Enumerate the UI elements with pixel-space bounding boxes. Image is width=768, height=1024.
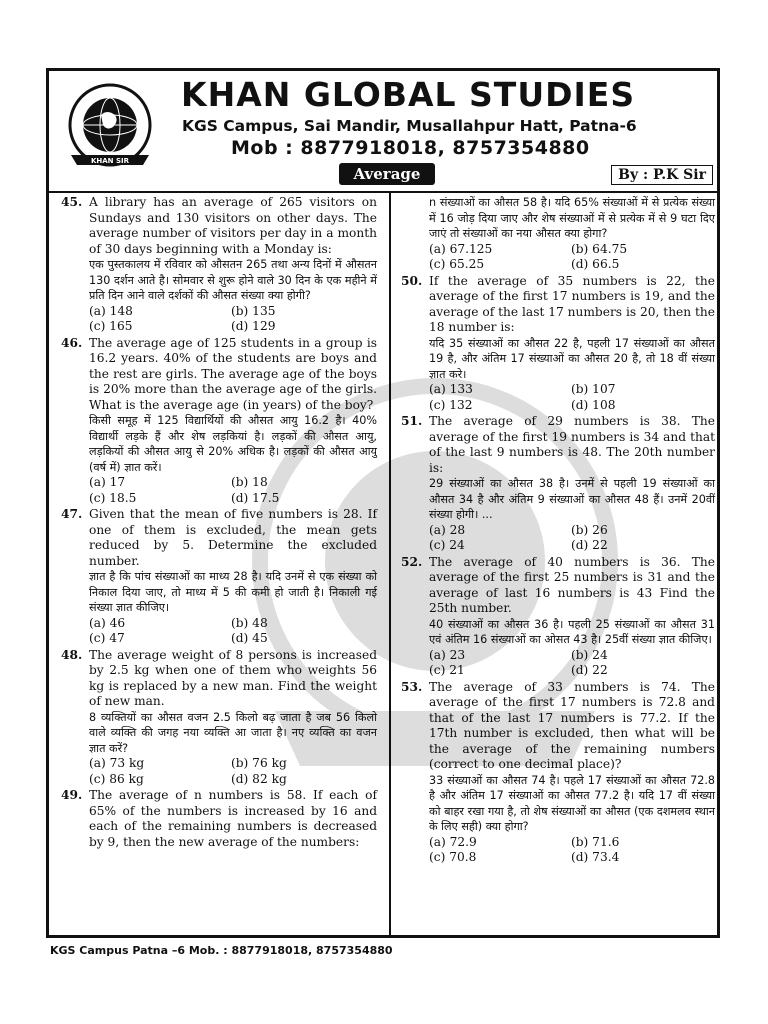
answer-option: (b) 71.6 xyxy=(571,834,620,849)
right-column xyxy=(399,195,715,867)
question-text-hindi: 33 संख्याओं का औसत 74 है। पहले 17 संख्याओं का औसत 72.8 है और अंतिम 17 संख्याओं का औसत 77.2 है। यदि 17 वीं संख्या को बाहर रखा गया है, तो शेष संख्याओं का औसत (एक दशमलव स्थान के लिए सही) क्या होगा? xyxy=(429,773,715,833)
question-text-english: The average of 33 numbers is 74. The average of the first 17 numbers is 72.8 and that of the last 17 numbers is 77.2. If the 17th number is excluded, then what will be the average of the remaining numbers (correct to one decimal place)? xyxy=(429,679,715,771)
question-item xyxy=(399,274,715,414)
question-text-english: The average age of 125 students in a group is 16.2 years. 40% of the students are boys and the rest are girls. The average age of the boys is 20% more than the average age of the girls. What is the average age (in years) of the boy? xyxy=(89,335,377,412)
answer-options xyxy=(429,523,715,554)
answer-options xyxy=(429,835,715,866)
question-text-english: A library has an average of 265 visitors on Sundays and 130 visitors on other days. The average number of visitors per day in a month of 30 days beginning with a Monday is: xyxy=(89,195,377,256)
question-text-english: Given that the mean of five numbers is 28. If one of them is excluded, the mean gets reduced by 5. Determine the excluded number. xyxy=(89,507,377,568)
answer-option: (a) 28 xyxy=(429,522,466,537)
answer-option: (d) 22 xyxy=(571,538,608,552)
answer-option: (b) 64.75 xyxy=(571,241,628,256)
question-text-hindi: 40 संख्याओं का औसत 36 है। पहली 25 संख्याओं का औसत 31 एवं अंतिम 16 संख्याओं का ओसत 43 है। 25वीं संख्या ज्ञात कीजिए। xyxy=(429,617,715,646)
question-item xyxy=(59,648,377,788)
question-text-hindi: किसी समूह में 125 विद्यार्थियों की औसत आयु 16.2 है। 40% विद्यार्थी लड़के हैं और शेष लड़कियां है। लड़कों की औसत आयु, लड़कियों की औसत आयु से 20% अधिक है। लड़कों की औसत आयु (वर्ष में) ज्ञात करें। xyxy=(89,414,377,474)
question-number: 46. xyxy=(61,335,83,350)
question-number: 52. xyxy=(401,554,423,569)
question-number: 45. xyxy=(61,195,83,209)
answer-option: (c) 24 xyxy=(429,538,465,552)
answer-options xyxy=(429,382,715,413)
answer-option: (d) 45 xyxy=(231,631,268,645)
answer-option: (b) 76 kg xyxy=(231,756,287,770)
answer-option: (d) 129 xyxy=(231,319,276,333)
page-frame xyxy=(46,68,720,938)
answer-options xyxy=(89,616,377,647)
question-item xyxy=(59,195,377,335)
question-text-hindi: एक पुस्तकालय में रविवार को औसतन 265 तथा अन्य दिनों में औसतन 130 दर्शन आते है। सोमवार से शुरू होने वाले 30 दिन के एक महीने में प्रति दिन आने वाले दर्शकों की औसत संख्या क्या होगी? xyxy=(89,258,377,302)
question-number: 51. xyxy=(401,414,423,428)
question-text-english: The average of n numbers is 58. If each of 65% of the numbers is increased by 16 and each of the remaining numbers is decreased by 9, then the new average of the numbers: xyxy=(89,788,377,849)
question-item xyxy=(399,555,715,679)
question-text-hindi: यदि 35 संख्याओं का औसत 22 है, पहली 17 संख्याओं का औसत 19 है, और अंतिम 17 संख्याओं का औसत 20 है, तो 18 वीं संख्या ज्ञात करे। xyxy=(429,336,715,381)
answer-option: (c) 165 xyxy=(89,319,133,333)
answer-option: (b) 24 xyxy=(571,647,608,662)
question-number: 49. xyxy=(61,788,83,802)
answer-option: (a) 148 xyxy=(89,303,133,318)
question-number: 48. xyxy=(61,647,83,662)
question-item xyxy=(59,507,377,647)
answer-options xyxy=(89,475,377,506)
answer-option: (a) 23 xyxy=(429,647,466,662)
answer-option: (d) 22 xyxy=(571,663,608,677)
question-number: 50. xyxy=(401,273,423,288)
question-number: 47. xyxy=(61,507,83,521)
answer-option: (b) 135 xyxy=(231,303,276,318)
answer-option: (c) 21 xyxy=(429,663,465,677)
answer-option: (a) 46 xyxy=(89,615,126,630)
answer-options xyxy=(429,648,715,679)
answer-option: (d) 82 kg xyxy=(231,771,287,786)
answer-option: (c) 65.25 xyxy=(429,257,485,271)
question-text-english: The average of 29 numbers is 38. The average of the first 19 numbers is 34 and that of the last 9 numbers is 48. The 20th number is: xyxy=(429,414,715,475)
answer-option: (a) 72.9 xyxy=(429,834,477,849)
question-text-english: If the average of 35 numbers is 22, the average of the first 17 numbers is 19, and the average of the last 17 numbers is 20, then the 18 number is: xyxy=(429,273,715,334)
question-text-english: The average weight of 8 persons is increased by 2.5 kg when one of them who weights 56 kg is replaced by a new man. Find the weight of new man. xyxy=(89,647,377,708)
answer-option: (d) 73.4 xyxy=(571,850,620,864)
question-item xyxy=(399,195,715,273)
page-footer: KGS Campus Patna –6 Mob. : 8877918018, 8757354880 xyxy=(50,944,393,957)
institute-title: KHAN GLOBAL STUDIES xyxy=(181,75,636,114)
answer-option: (a) 133 xyxy=(429,382,473,396)
question-text-hindi: 29 संख्याओं का औसत 38 है। उनमें से पहली 19 संख्याओं का औसत 34 है और अंतिम 9 संख्याओं का औसत 48 हैं। उनमें 20वीं संख्या होगी। ... xyxy=(429,477,715,521)
question-text-hindi: n संख्याओं का औसत 58 है। यदि 65% संख्याओं में से प्रत्येक संख्या में 16 जोड़ दिया जाए और शेष संख्याओं में से प्रत्येक में से 9 घटा दिए जाएं तो संख्याओं का नया औसत क्या होगा? xyxy=(429,196,715,240)
answer-option: (a) 67.125 xyxy=(429,241,493,256)
answer-option: (a) 17 xyxy=(89,475,126,489)
column-divider xyxy=(389,191,391,935)
question-item xyxy=(59,788,377,850)
logo-sub-text: KHAN SIR xyxy=(90,157,130,165)
answer-options xyxy=(89,304,377,335)
answer-option: (a) 73 kg xyxy=(89,756,145,770)
answer-options xyxy=(89,756,377,787)
question-item xyxy=(399,414,715,554)
question-text-english: The average of 40 numbers is 36. The average of the first 25 numbers is 31 and the average of last 16 numbers is 43 Find the 25th number. xyxy=(429,554,715,615)
answer-option: (c) 47 xyxy=(89,631,125,645)
answer-option: (b) 48 xyxy=(231,615,268,630)
question-item xyxy=(399,680,715,866)
answer-option: (b) 18 xyxy=(231,475,268,489)
answer-options xyxy=(429,242,715,273)
left-column xyxy=(59,195,377,851)
answer-option: (b) 26 xyxy=(571,522,608,537)
answer-option: (d) 108 xyxy=(571,397,616,412)
answer-option: (c) 86 kg xyxy=(89,771,144,786)
answer-option: (d) 17.5 xyxy=(231,490,280,505)
author-byline: By : P.K Sir xyxy=(611,165,713,185)
answer-option: (c) 70.8 xyxy=(429,850,477,864)
answer-option: (c) 132 xyxy=(429,397,473,412)
question-number: 53. xyxy=(401,679,423,694)
header xyxy=(49,71,717,193)
topic-badge: Average xyxy=(339,163,435,185)
answer-option: (b) 107 xyxy=(571,382,616,396)
answer-option: (d) 66.5 xyxy=(571,257,620,271)
answer-option: (c) 18.5 xyxy=(89,490,137,505)
campus-address: KGS Campus, Sai Mandir, Musallahpur Hatt, Patna-6 xyxy=(182,117,637,135)
mobile-numbers: Mob : 8877918018, 8757354880 xyxy=(231,137,590,159)
question-text-hindi: ज्ञात है कि पांच संख्याओं का माध्य 28 है। यदि उनमें से एक संख्या को निकाल दिया जाए, तो माध्य में 5 की कमी हो जाती है। निकाली गई संख्या ज्ञात कीजिए। xyxy=(89,570,377,614)
question-text-hindi: 8 व्यक्तियों का औसत वजन 2.5 किलो बढ़ जाता है जब 56 किलो वाले व्यक्ति की जगह नया व्यक्ति आ जाता है। नए व्यक्ति का वजन ज्ञात करें? xyxy=(89,710,377,755)
question-item xyxy=(59,336,377,507)
khan-global-studies-logo xyxy=(63,81,157,175)
